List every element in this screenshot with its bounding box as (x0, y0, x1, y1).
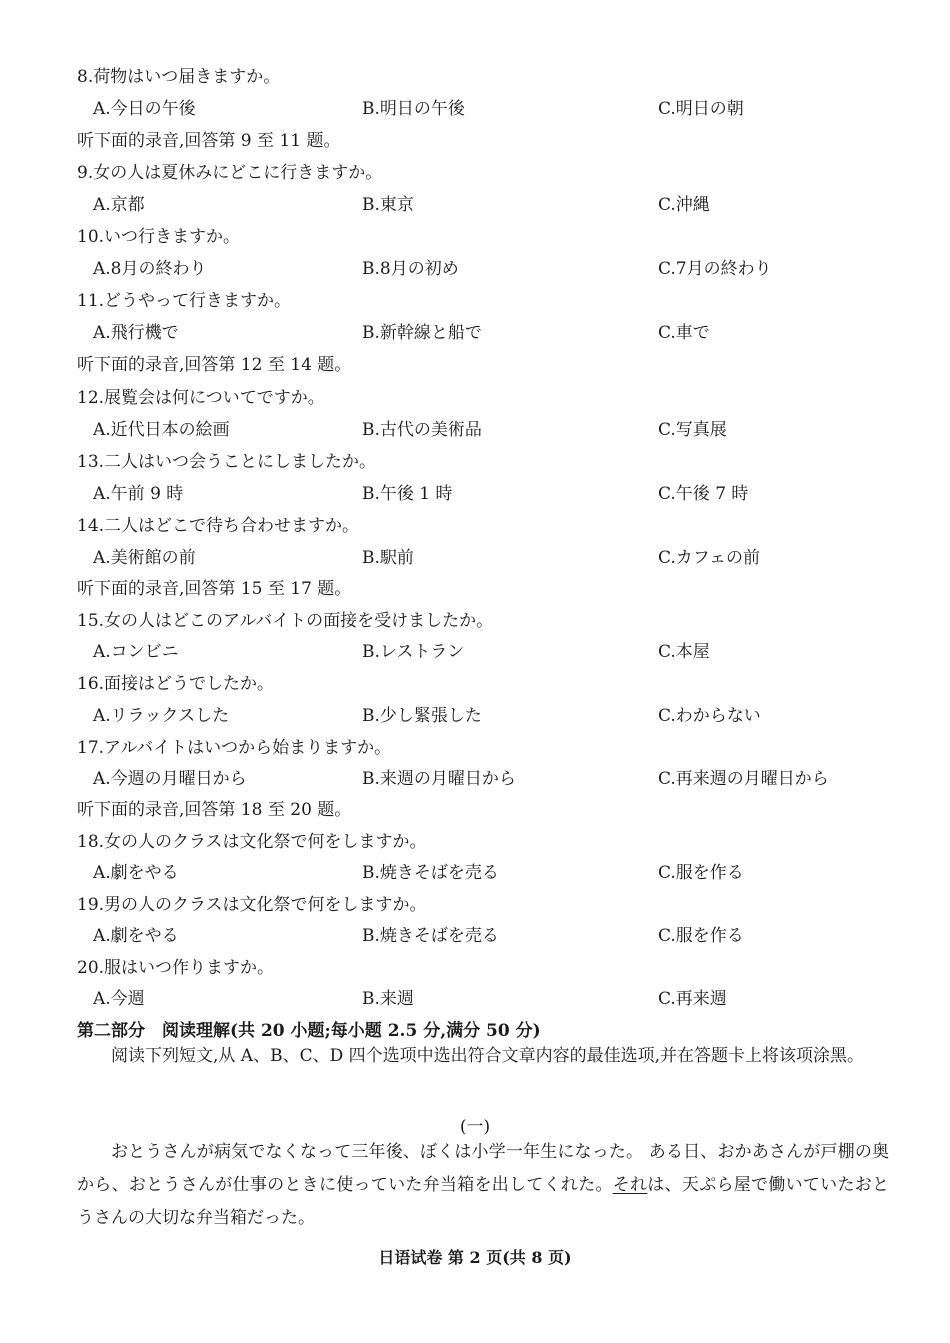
option-a: A.劇をやる (93, 863, 179, 883)
option-c: C.カフェの前 (658, 548, 760, 568)
option-a: A.京都 (93, 195, 145, 215)
option-c: C.沖縄 (658, 195, 710, 215)
option-b: B.来週 (362, 989, 414, 1009)
option-a: A.午前 9 時 (93, 484, 184, 504)
passage-text-part2: は、天ぷら屋で働いていたおとうさんの大切な弁当箱だった。 (77, 1175, 890, 1228)
option-b: B.明日の午後 (362, 99, 465, 119)
question-11: 11.どうやって行きますか。 (77, 291, 292, 311)
question-8: 8.荷物はいつ届きますか。 (77, 67, 281, 87)
question-13: 13.二人はいつ会うことにしましたか。 (77, 452, 377, 472)
reading-instruction: 阅读下列短文,从 A、B、C、D 四个选项中选出符合文章内容的最佳选项,并在答题卡上将该项涂黑。 (111, 1046, 865, 1066)
option-b: B.来週の月曜日から (362, 769, 516, 789)
question-18: 18.女の人のクラスは文化祭で何をしますか。 (77, 832, 427, 852)
option-a: A.8月の終わり (93, 259, 207, 279)
option-c: C.午後 7 時 (658, 484, 749, 504)
question-16: 16.面接はどうでしたか。 (77, 674, 275, 694)
option-b: B.焼きそばを売る (362, 863, 499, 883)
passage-number: (一) (459, 1117, 491, 1137)
passage-text (77, 1136, 889, 1235)
option-c: C.服を作る (658, 863, 744, 883)
passage-underlined-word: それ (612, 1175, 648, 1195)
option-a: A.コンビニ (93, 642, 179, 662)
option-c: C.車で (658, 323, 710, 343)
page-footer: 日语试卷 第 2 页(共 8 页) (378, 1248, 572, 1267)
option-c: C.再来週の月曜日から (658, 769, 829, 789)
question-12: 12.展覧会は何についてですか。 (77, 388, 325, 408)
question-14: 14.二人はどこで待ち合わせますか。 (77, 516, 360, 536)
question-19: 19.男の人のクラスは文化祭で何をしますか。 (77, 895, 427, 915)
option-a: A.今日の午後 (93, 99, 196, 119)
option-c: C.明日の朝 (658, 99, 744, 119)
question-17: 17.アルバイトはいつから始まりますか。 (77, 738, 392, 758)
option-b: B.レストラン (362, 642, 465, 662)
listening-instruction: 听下面的录音,回答第 12 至 14 题。 (77, 355, 352, 375)
passage-text-part1: おとうさんが病気でなくなって三年後、ぼくは小学一年生になった。 ある日、おかあさんが戸棚の奥から、おとうさんが仕事のときに使っていた弁当箱を出してくれた。 (77, 1142, 889, 1195)
option-a: A.今週の月曜日から (93, 769, 247, 789)
section-title: 第二部分 阅读理解(共 20 小题;每小题 2.5 分,满分 50 分) (77, 1021, 541, 1041)
question-9: 9.女の人は夏休みにどこに行きますか。 (77, 163, 383, 183)
option-a: A.今週 (93, 989, 145, 1009)
option-b: B.焼きそばを売る (362, 926, 499, 946)
option-c: C.服を作る (658, 926, 744, 946)
option-b: B.駅前 (362, 548, 414, 568)
option-c: C.わからない (658, 706, 761, 726)
option-b: B.新幹線と船で (362, 323, 482, 343)
option-a: A.近代日本の絵画 (93, 420, 230, 440)
option-a: A.リラックスした (93, 706, 230, 726)
question-15: 15.女の人はどこのアルバイトの面接を受けましたか。 (77, 611, 494, 631)
option-a: A.飛行機で (93, 323, 179, 343)
option-b: B.午後 1 時 (362, 484, 453, 504)
option-c: C.写真展 (658, 420, 727, 440)
option-a: A.美術館の前 (93, 548, 196, 568)
listening-instruction: 听下面的录音,回答第 15 至 17 题。 (77, 579, 352, 599)
question-10: 10.いつ行きますか。 (77, 227, 241, 247)
option-c: C.7月の終わり (658, 259, 772, 279)
listening-instruction: 听下面的录音,回答第 18 至 20 题。 (77, 800, 352, 820)
option-b: B.古代の美術品 (362, 420, 482, 440)
option-c: C.再来週 (658, 989, 727, 1009)
option-b: B.東京 (362, 195, 414, 215)
option-b: B.8月の初め (362, 259, 459, 279)
question-20: 20.服はいつ作りますか。 (77, 958, 275, 978)
option-a: A.劇をやる (93, 926, 179, 946)
option-b: B.少し緊張した (362, 706, 482, 726)
listening-instruction: 听下面的录音,回答第 9 至 11 题。 (77, 131, 341, 151)
option-c: C.本屋 (658, 642, 710, 662)
